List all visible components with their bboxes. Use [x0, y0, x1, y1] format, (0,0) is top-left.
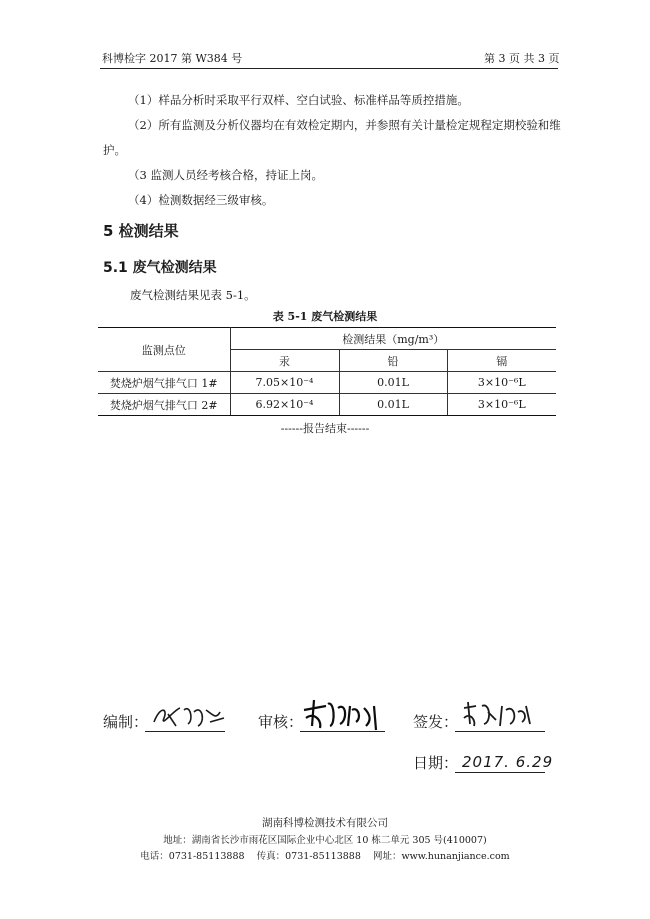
doc-number: 科博检字 2017 第 W384 号: [102, 52, 243, 65]
footer-phone: 电话：0731-85113888: [140, 851, 245, 862]
section-5-1-intro: 废气检测结果见表 5-1。: [130, 288, 256, 302]
column-cadmium: 镉: [447, 350, 556, 372]
date-label: 日期：: [413, 754, 459, 772]
row-cadmium: 3×10⁻⁶L: [447, 394, 556, 416]
editor-line: [145, 731, 225, 732]
row-lead: 0.01L: [339, 394, 447, 416]
qc-item-2-continued: 护。: [103, 143, 126, 157]
editor-signature: [150, 700, 230, 732]
qc-item-3: （3 监测人员经考核合格，持证上岗。: [128, 168, 323, 182]
row-mercury: 7.05×10⁻⁴: [230, 372, 339, 394]
footer-website: 网址：www.hunanjiance.com: [372, 851, 510, 862]
point-header: 监测点位: [98, 328, 230, 372]
footer-company: 湖南科博检测技术有限公司: [262, 817, 388, 829]
table-caption: 表 5-1 废气检测结果: [272, 310, 378, 323]
qc-item-4: （4）检测数据经三级审核。: [128, 193, 274, 207]
reviewer-signature: [300, 696, 390, 736]
result-header: 检测结果（mg/m³）: [230, 328, 556, 350]
qc-item-1: （1）样品分析时采取平行双样、空白试验、标准样品等质控措施。: [128, 93, 469, 107]
section-5-title: 5 检测结果: [103, 222, 179, 240]
footer-fax: 传真：0731-85113888: [256, 851, 361, 862]
date-line: [455, 772, 545, 773]
column-mercury: 汞: [230, 350, 339, 372]
qc-item-2: （2）所有监测及分析仪器均在有效检定期内，并参照有关计量检定规程定期校验和维: [128, 118, 561, 132]
row-cadmium: 3×10⁻⁶L: [447, 372, 556, 394]
results-table: [98, 327, 556, 416]
editor-label: 编制：: [103, 713, 149, 731]
row-lead: 0.01L: [339, 372, 447, 394]
row-point: 焚烧炉烟气排气口 2#: [98, 394, 230, 416]
approver-line: [455, 731, 545, 732]
row-mercury: 6.92×10⁻⁴: [230, 394, 339, 416]
table-row: [98, 372, 556, 394]
end-marker: ------报告结束------: [280, 422, 370, 435]
header-rule: [100, 68, 558, 69]
reviewer-label: 审核：: [258, 713, 304, 731]
reviewer-line: [300, 731, 385, 732]
footer-address: 地址：湖南省长沙市雨花区国际企业中心北区 10 栋二单元 305 号(410007): [163, 835, 487, 846]
date-value: 2017. 6.29: [462, 753, 554, 771]
page-info: 第 3 页 共 3 页: [484, 52, 560, 65]
table-row: [98, 394, 556, 416]
footer-contacts: [0, 848, 650, 862]
approver-label: 签发：: [413, 713, 459, 731]
row-point: 焚烧炉烟气排气口 1#: [98, 372, 230, 394]
column-lead: 铅: [339, 350, 447, 372]
section-5-1-title: 5.1 废气检测结果: [103, 260, 217, 276]
approver-signature: [460, 698, 540, 732]
